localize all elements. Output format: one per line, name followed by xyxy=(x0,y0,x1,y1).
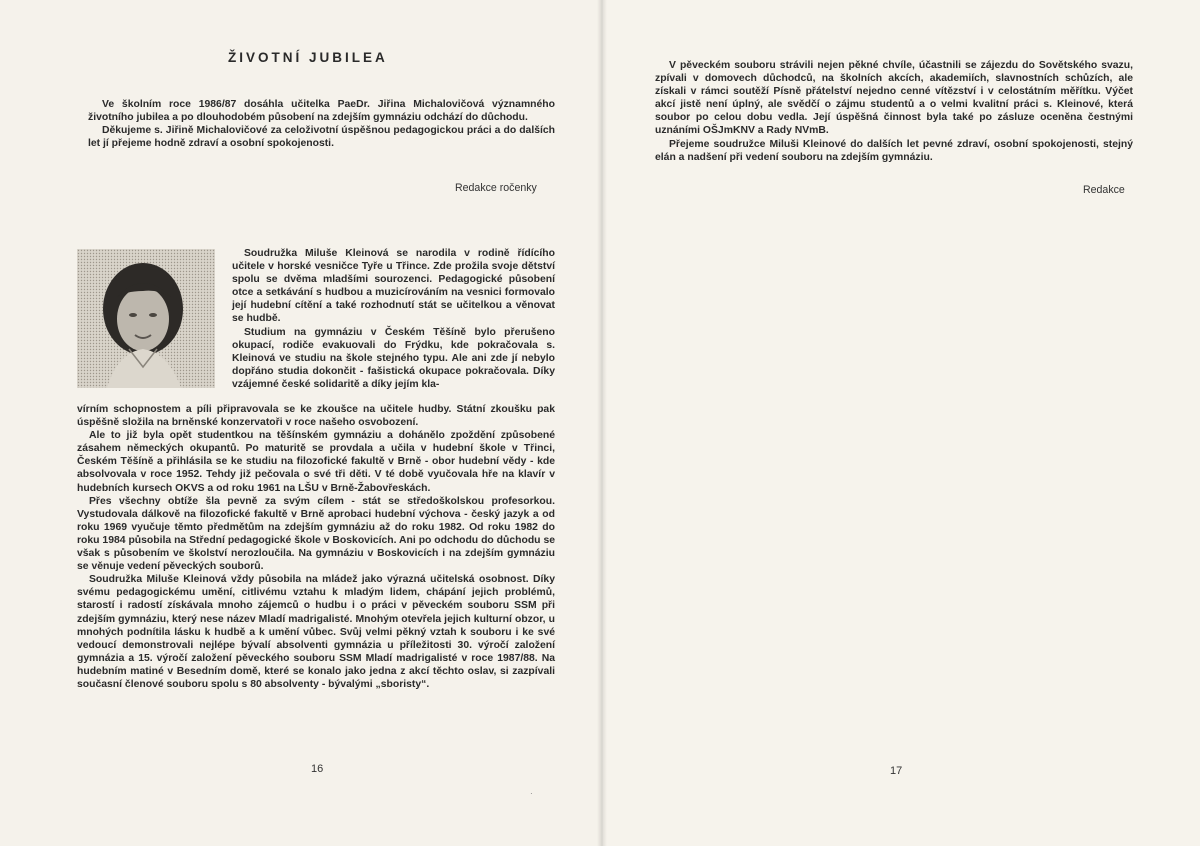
biography-paragraph: Ale to již byla opět studentkou na těšínském gymnáziu a dohánělo zpoždění způsobené zásahem německých okupantů. Po maturitě se provdala a učila v hudební škole v Třinci, Českém Těšíně a přihlásila se ke studiu na filozofické fakultě v Brně - obor hudební vědy - kde absolvovala v roce 1952. Tehdy již pečovala o své tři děti. V té době vyučovala hře na klavír v hudebních kursech OKVS a od roku 1961 na LŠU v Brně-Žabovřeskách. xyxy=(77,430,555,494)
portrait-illustration xyxy=(77,249,215,388)
biography-text-bottom xyxy=(77,403,555,691)
continuation-paragraph: Přejeme soudružce Miluši Kleinové do dalších let pevné zdraví, osobní spokojenosti, stejný elán a nadšení při vedení souboru na zdejším gymnáziu. xyxy=(655,138,1133,163)
intro-paragraph: Děkujeme s. Jiřině Michalovičové za celoživotní úspěšnou pedagogickou práci a do dalších let jí přejeme hodně zdraví a osobní spokojenosti. xyxy=(88,125,555,150)
continuation-paragraph: V pěveckém souboru strávili nejen pěkné chvíle, účastnili se zájezdu do Sovětského svazu, zpívali v domovech důchodců, na školních akcích, akademiích, slavnostních schůzích, ale získali v rámci soutěží Písně přátelství nejedno cenné vítězství i v celostátním měřítku. Výčet akcí jistě není úplný, ale svědčí o zájmu studentů a o velmi kvalitní práci s. Kleinové, která soubor po celou dobu vedla. Její úspěšná činnost byla také po zásluze oceněna čestnými uznáními OŠJmKNV a Rady NVmB. xyxy=(655,60,1133,137)
biography-text-top xyxy=(232,247,555,391)
biography-paragraph: Soudružka Miluše Kleinová vždy působila na mládež jako výrazná učitelská osobnost. Díky svému pedagogickému umění, citlivému vztahu k mladým lidem, chápání jejich problémů, starostí i radostí získávala mnoho zájemců o hudbu i o práci v pěveckém souboru SSM při zdejším gymnáziu, který nese název Mladí madrigalisté. Mnohým otevřela jejich kulturní obzor, u mnohých podnítila lásku k hudbě a k umění vůbec. Svůj velmi pěkný vztah k souboru i ke své vedoucí demonstrovali nejlépe bývalí absolventi gymnázia u příležitosti 30. výročí založení gymnázia a 15. výročí založení pěveckého souboru SSM Mladí madrigalisté v roce 1987/88. Na hudebním matiné v Besedním domě, které se konalo jako jedna z akcí těchto oslav, si zazpívali současní členové souboru spolu s 80 absolventy - bývalými „sboristy“. xyxy=(77,574,555,690)
biography-paragraph: Soudružka Miluše Kleinová se narodila v rodině řídícího učitele v horské vesničce Tyře u Třince. Zde prožila svoje dětství spolu se dvěma mladšími sourozenci. Pedagogické působení otce a setkávání s hudbou a muzicírováním na vesnici formovalo její hudební cítění a také rozhodnutí stát se učitelkou a věnovat se hudbě. xyxy=(232,248,555,325)
intro-paragraph: Ve školním roce 1986/87 dosáhla učitelka PaeDr. Jiřina Michalovičová významného životního jubilea a po dlouhodobém působení na zdejším gymnáziu odchází do důchodu. xyxy=(88,99,555,124)
closing-signature: Redakce xyxy=(1083,184,1125,196)
biography-paragraph: Studium na gymnáziu v Českém Těšíně bylo přerušeno okupací, rodiče evakuovali do Frýdku, kde pokračovala s. Kleinová ve studiu na škole stejného typu. Ale ani zde jí nebylo dopřáno studia dokončit - fašistická okupace pokračovala. Díky vzájemné české solidaritě a díky jejím kla- xyxy=(232,326,555,390)
intro-text xyxy=(88,98,555,150)
biography-paragraph: vírním schopnostem a píli připravovala se ke zkoušce na učitele hudby. Státní zkoušku pak úspěšně složila na brněnské konzervatoři v roce našeho osvobození. xyxy=(77,404,555,429)
page-title: ŽIVOTNÍ JUBILEA xyxy=(228,50,388,65)
book-gutter xyxy=(597,0,607,846)
page-number-left: 16 xyxy=(311,763,324,775)
continuation-text xyxy=(655,59,1133,164)
page-number-right: 17 xyxy=(890,765,903,777)
paper-speck: · xyxy=(530,789,533,798)
biography-paragraph: Přes všechny obtíže šla pevně za svým cílem - stát se středoškolskou profesorkou. Vystudovala dálkově na filozofické fakultě v Brně aprobaci hudební výchova - český jazyk a od roku 1969 vyučuje těmto předmětům na zdejším gymnáziu až do roku 1982. Od roku 1982 do roku 1984 působila na Střední pedagogické škole v Boskovicích. Ani po odchodu do důchodu se však s působením ve školství nerozloučila. Na gymnáziu v Boskovicích i na zdejším gymnáziu se věnuje vedení pěveckých souborů. xyxy=(77,495,555,573)
portrait-photo xyxy=(77,249,215,388)
intro-signature: Redakce ročenky xyxy=(455,182,537,194)
right-page xyxy=(602,0,1200,846)
